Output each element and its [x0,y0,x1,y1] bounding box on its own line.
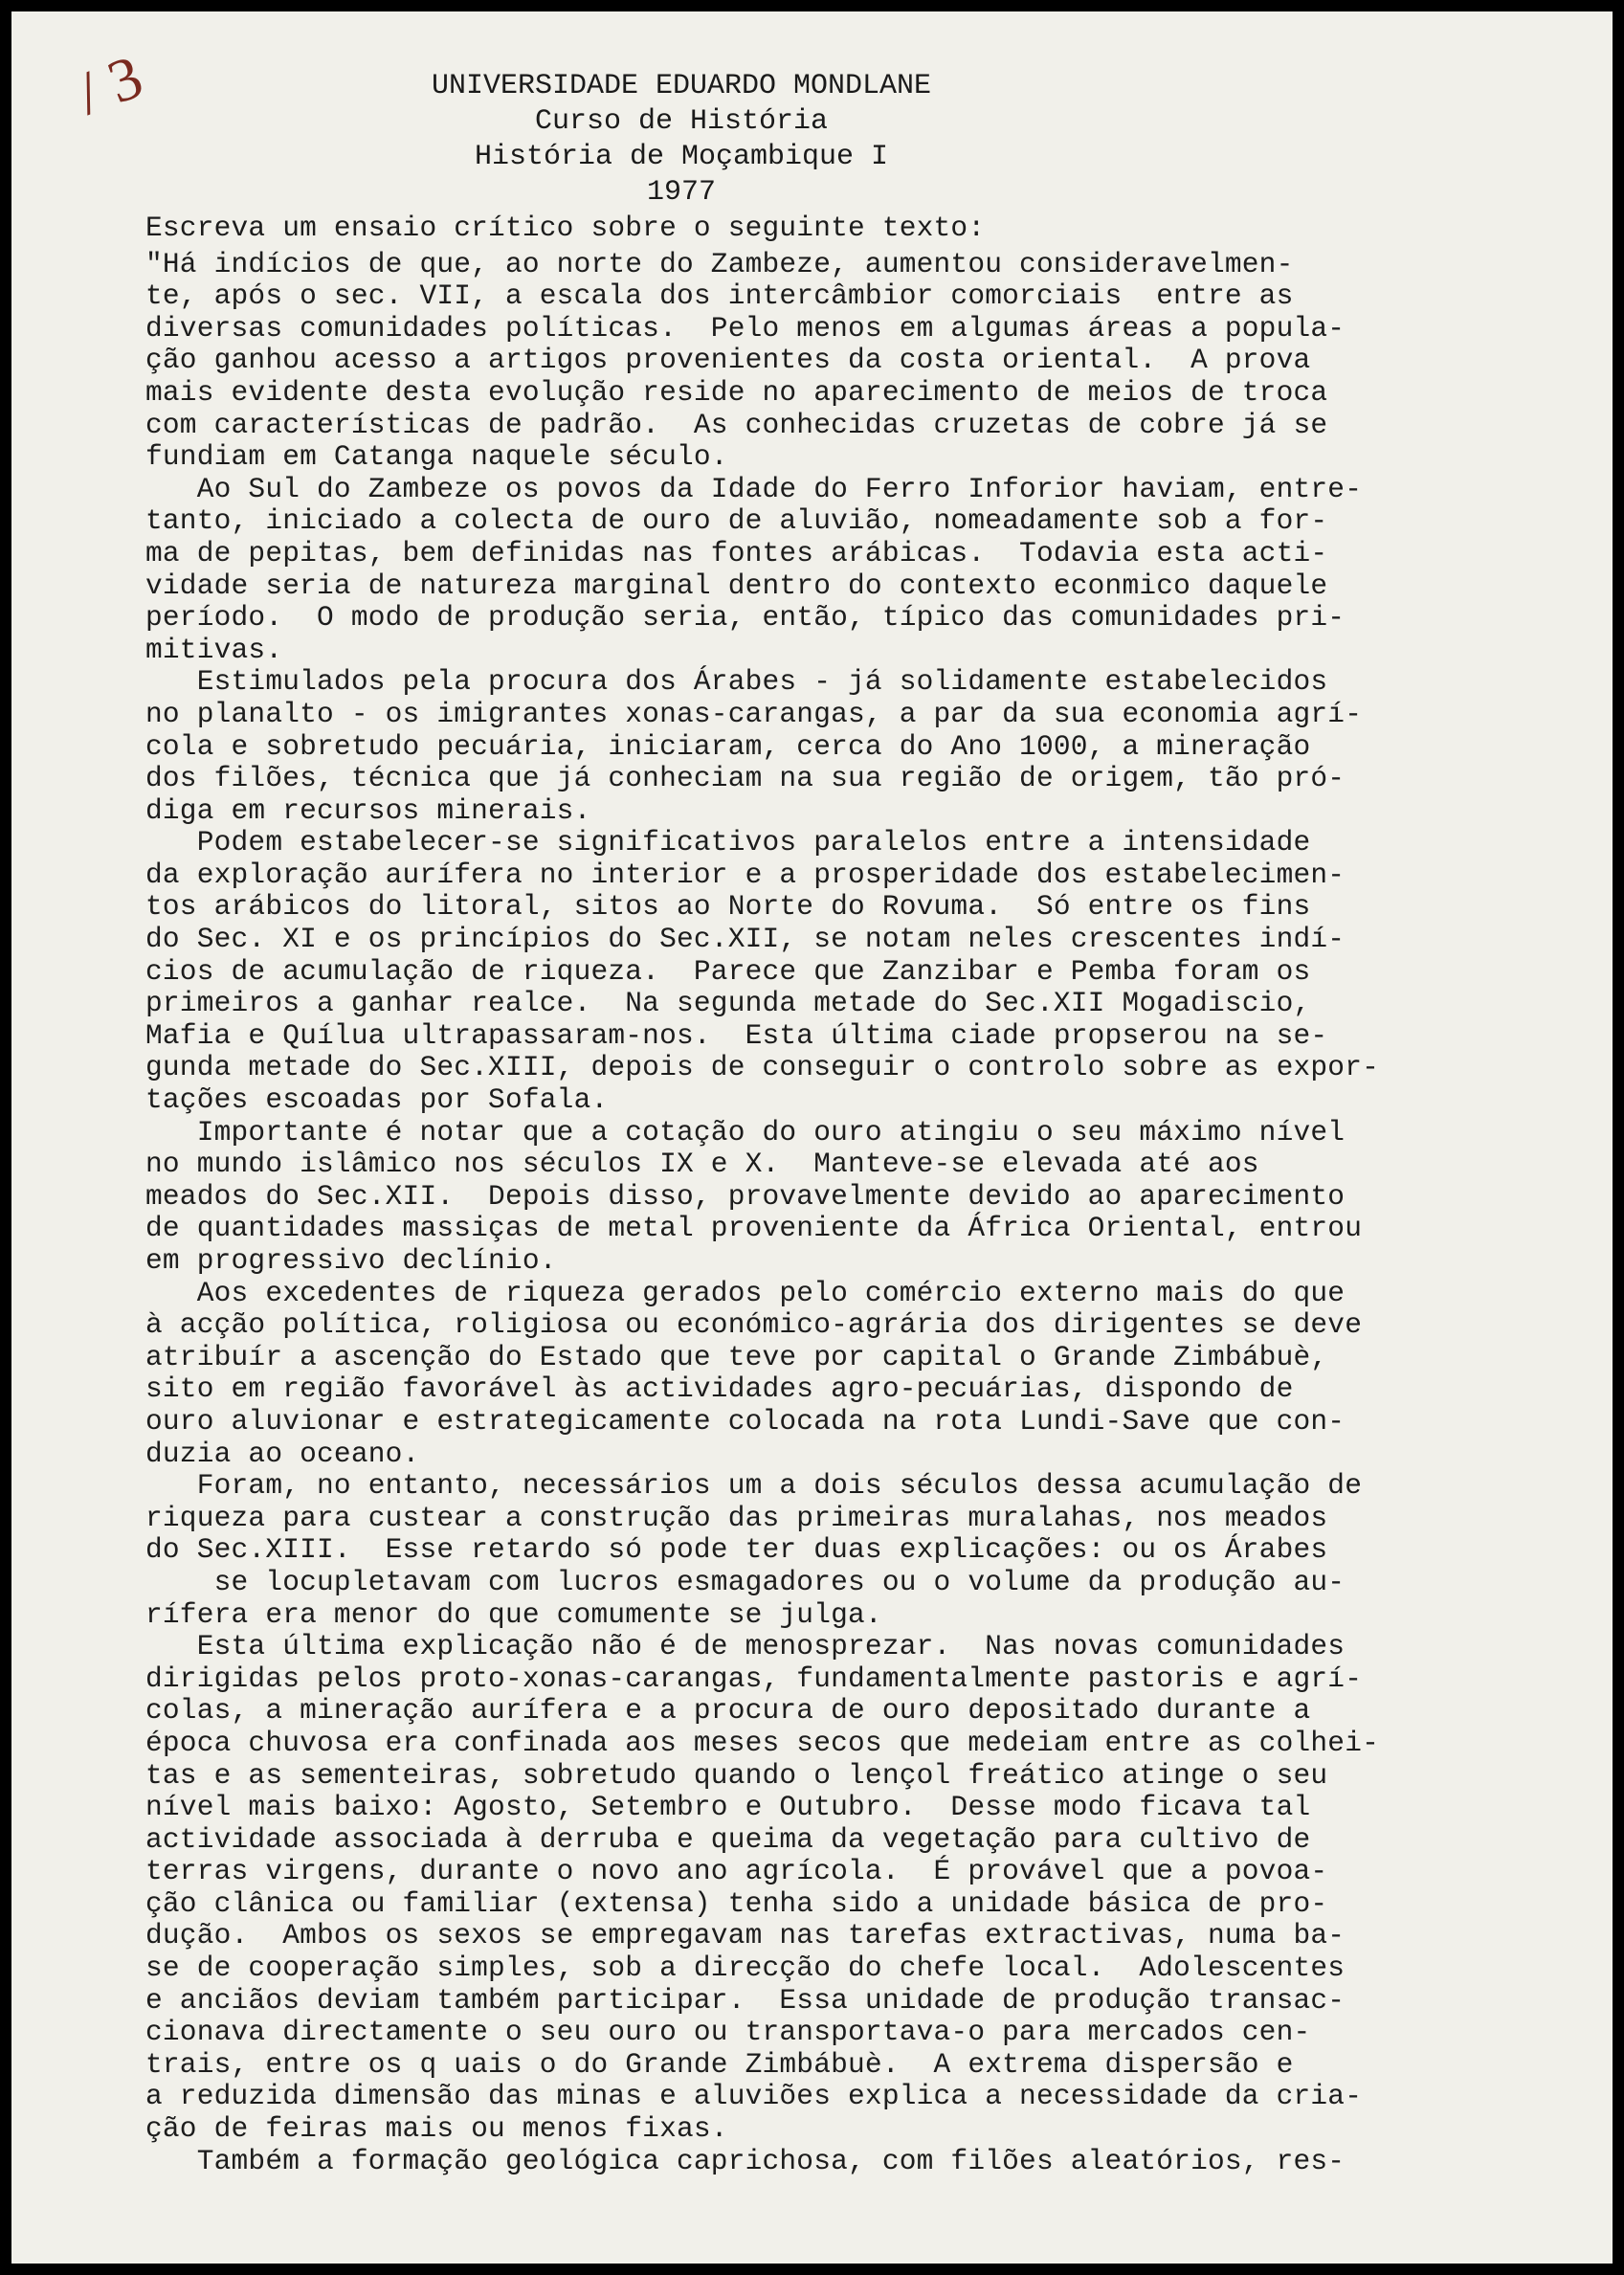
text-line: ção clânica ou familiar (extensa) tenha sido a unidade básica de pro- [145,1886,1328,1920]
text-line: de quantidades massiças de metal proveniente da África Oriental, entrou [145,1212,1363,1245]
text-line: "Há indícios de que, ao norte do Zambeze, aumentou consideravelmen- [145,247,1294,280]
text-line: dos filões, técnica que já conheciam na sua região de origem, tão pró- [145,762,1346,795]
document-body [145,212,1543,2177]
text-line: mais evidente desta evolução reside no aparecimento de meios de troca [145,375,1328,409]
text-line: tanto, iniciado a colecta de ouro de aluvião, nomeadamente sob a for- [145,504,1328,538]
text-line: ção de feiras mais ou menos fixas. [145,2112,728,2146]
instruction-line: Escreva um ensaio crítico sobre o seguinte texto: [145,212,986,244]
subject-name: História de Moçambique I [474,141,889,173]
text-line: nível mais baixo: Agosto, Setembro e Outubro. Desse modo ficava tal [145,1791,1311,1824]
text-line: Podem estabelecer-se significativos paralelos entre a intensidade [145,826,1311,859]
text-line: Ao Sul do Zambeze os povos da Idade do Ferro Inforior haviam, entre- [145,472,1363,505]
text-line: do Sec.XIII. Esse retardo só pode ter duas explicações: ou os Árabes [145,1533,1328,1567]
text-line: no mundo islâmico nos séculos IX e X. Manteve-se elevada até aos [145,1148,1259,1181]
text-line: a reduzida dimensão das minas e aluviões explica a necessidade da cria- [145,2080,1363,2113]
text-line: tações escoadas por Sofala. [145,1083,609,1117]
text-line: tas e as sementeiras, sobretudo quando o lençol freático atinge o seu [145,1758,1328,1792]
institution-name: UNIVERSIDADE EDUARDO MONDLANE [431,70,932,102]
text-line: duzia ao oceano. [145,1437,420,1470]
text-line: e anciãos deviam também participar. Essa unidade de produção transac- [145,1983,1346,2017]
text-line: terras virgens, durante o novo ano agrícola. É provável que a povoa- [145,1855,1328,1888]
text-line: actividade associada à derruba e queima da vegetação para cultivo de [145,1822,1311,1856]
text-line: Mafia e Quílua ultrapassaram-nos. Esta última ciade propserou na se- [145,1018,1328,1052]
handwritten-page-mark: / 3 [68,41,151,128]
course-name: Curso de História [534,105,829,138]
text-line: época chuvosa era confinada aos meses secos que medeiam entre as colhei- [145,1726,1380,1759]
text-line: cionava directamente o seu ouro ou transportava-o para mercados cen- [145,2016,1311,2049]
text-line: Importante é notar que a cotação do ouro atingiu o seu máximo nível [145,1115,1346,1149]
text-line: da exploração aurífera no interior e a prosperidade dos estabelecimen- [145,858,1346,891]
text-line: riqueza para custear a construção das primeiras muralahas, nos meados [145,1501,1328,1534]
text-line: diga em recursos minerais. [145,793,591,827]
document-header [299,69,1064,211]
document-year: 1977 [646,176,716,209]
text-line: gunda metade do Sec.XIII, depois de conseguir o controlo sobre as expor- [145,1051,1380,1084]
text-line: do Sec. XI e os princípios do Sec.XII, se notam neles crescentes indí- [145,923,1346,956]
text-line: com características de padrão. As conhecidas cruzetas de cobre já se [145,408,1328,441]
text-line: Aos excedentes de riqueza gerados pelo comércio externo mais do que [145,1276,1346,1309]
text-line: dução. Ambos os sexos se empregavam nas tarefas extractivas, numa ba- [145,1919,1346,1952]
text-line: mitivas. [145,633,283,666]
text-line: vidade seria de natureza marginal dentro do contexto econmico daquele [145,569,1328,602]
text-line: cola e sobretudo pecuária, iniciaram, cerca do Ano 1000, a mineração [145,729,1311,763]
text-line: Foram, no entanto, necessários um a dois séculos dessa acumulação de [145,1469,1363,1503]
document-page [11,11,1613,2264]
text-line: período. O modo de produção seria, então, típico das comunidades pri- [145,601,1346,635]
text-line: ma de pepitas, bem definidas nas fontes arábicas. Todavia esta acti- [145,536,1328,569]
text-line: Esta última explicação não é de menosprezar. Nas novas comunidades [145,1630,1346,1663]
text-line: primeiros a ganhar realce. Na segunda metade do Sec.XII Mogadiscio, [145,987,1311,1020]
text-line: à acção política, roligiosa ou económico-agrária dos dirigentes se deve [145,1308,1363,1342]
text-line: fundiam em Catanga naquele século. [145,440,728,474]
text-line: cios de acumulação de riqueza. Parece que Zanzibar e Pemba foram os [145,954,1311,988]
text-line: colas, a mineração aurífera e a procura de ouro depositado durante a [145,1694,1311,1728]
text-line: ouro aluvionar e estrategicamente colocada na rota Lundi-Save que con- [145,1404,1346,1438]
text-line: Estimulados pela procura dos Árabes - já solidamente estabelecidos [145,665,1328,699]
text-line: em progressivo declínio. [145,1244,557,1277]
text-line: se locupletavam com lucros esmagadores ou o volume da produção au- [145,1565,1346,1598]
text-line: rífera era menor do que comumente se julga. [145,1597,882,1631]
text-line: no planalto - os imigrantes xonas-carangas, a par da sua economia agrí- [145,697,1363,730]
text-line: ção ganhou acesso a artigos provenientes da costa oriental. A prova [145,344,1311,377]
text-line: sito em região favorável às actividades agro-pecuárias, dispondo de [145,1372,1294,1406]
text-line: Também a formação geológica caprichosa, com filões aleatórios, res- [145,2144,1346,2177]
text-line: te, após o sec. VII, a escala dos intercâmbior comorciais entre as [145,279,1294,313]
text-line: trais, entre os q uais o do Grande Zimbábuè. A extrema dispersão e [145,2047,1294,2081]
text-line: diversas comunidades políticas. Pelo menos em algumas áreas a popula- [145,311,1346,345]
text-line: dirigidas pelos proto-xonas-carangas, fundamentalmente pastoris e agrí- [145,1662,1363,1695]
text-line: meados do Sec.XII. Depois disso, provavelmente devido ao aparecimento [145,1179,1346,1213]
text-line: tos arábicos do litoral, sitos ao Norte do Rovuma. Só entre os fins [145,890,1311,924]
text-line: se de cooperação simples, sob a direcção do chefe local. Adolescentes [145,1952,1346,1985]
text-line: atribuír a ascenção do Estado que teve por capital o Grande Zimbábuè, [145,1340,1328,1373]
